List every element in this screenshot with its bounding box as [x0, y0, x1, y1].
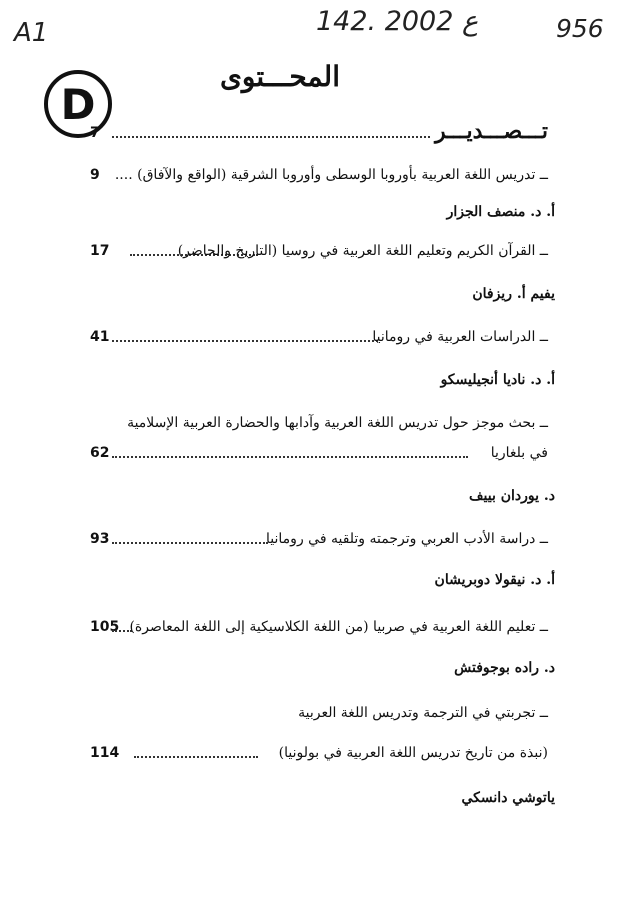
entry-author: أ. د. ناديا أنجيليسكو	[440, 372, 555, 388]
page-number: 17	[90, 243, 110, 259]
dot-leader	[112, 136, 430, 138]
entry-author: د. راده بوجوفتش	[454, 660, 555, 676]
handwritten-number: 956	[556, 14, 604, 43]
page-number: 62	[90, 445, 110, 461]
toc-entry[interactable]	[90, 702, 548, 728]
dot-leader	[112, 542, 268, 544]
entry-title: ــ تدريس اللغة العربية بأوروبا الوسطى وأوروبا الشرقية (الواقع والآفاق) ....	[114, 167, 548, 183]
dot-leader	[112, 456, 468, 458]
stamp-letter: D	[60, 79, 96, 129]
toc-entry-continuation[interactable]	[90, 742, 548, 768]
toc-entry[interactable]	[90, 326, 548, 352]
entry-author: أ. د. منصف الجزار	[446, 204, 555, 220]
toc-entry[interactable]	[90, 616, 548, 642]
page-number: 9	[90, 167, 100, 183]
entry-title: تـــصـــديـــر	[434, 118, 548, 144]
entry-title: ــ تعليم اللغة العربية في صربيا (من اللغة الكلاسيكية إلى اللغة المعاصرة)	[129, 619, 548, 635]
entry-title-line2: (نبذة من تاريخ تدريس اللغة العربية في بولونيا)	[278, 745, 548, 761]
toc-entry[interactable]	[90, 240, 548, 266]
page-number: 93	[90, 531, 110, 547]
page-number: 105	[90, 619, 120, 635]
page-title: المحـــتوى	[219, 60, 340, 93]
handwritten-issue-note: 142. ع 2002	[316, 6, 479, 37]
entry-title-line2: في بلغاريا	[490, 445, 548, 461]
entry-title: ــ القرآن الكريم وتعليم اللغة العربية في روسيا (التاريخ والحاضر)	[177, 243, 548, 259]
toc-entry-preface[interactable]	[90, 118, 548, 148]
toc-entry[interactable]	[90, 164, 548, 190]
entry-author: أ. د. نيقولا دوبريشان	[434, 572, 555, 588]
entry-title: ــ بحث موجز حول تدريس اللغة العربية وآدابها والحضارة العربية الإسلامية	[127, 415, 548, 431]
page-number: 41	[90, 329, 110, 345]
dot-leader	[112, 340, 378, 342]
toc-entry-continuation[interactable]	[90, 442, 548, 468]
entry-title: ــ دراسة الأدب العربي وترجمته وتلقيه في رومانيا	[266, 531, 548, 547]
toc-entry[interactable]	[90, 528, 548, 554]
handwritten-archive-code: A1	[14, 18, 49, 48]
entry-author: يفيم أ. ريزفان	[472, 286, 555, 302]
entry-author: ياتوشي دانسكي	[461, 790, 555, 806]
entry-title: ــ تجربتي في الترجمة وتدريس اللغة العربية	[298, 705, 548, 721]
toc-entry[interactable]	[90, 412, 548, 438]
dot-leader	[134, 756, 258, 758]
entry-title: ــ الدراسات العربية في رومانيا	[372, 329, 548, 345]
entry-author: د. يوردان بييف	[469, 488, 555, 504]
page-number: 114	[90, 745, 120, 761]
page-number: 7	[90, 125, 100, 141]
